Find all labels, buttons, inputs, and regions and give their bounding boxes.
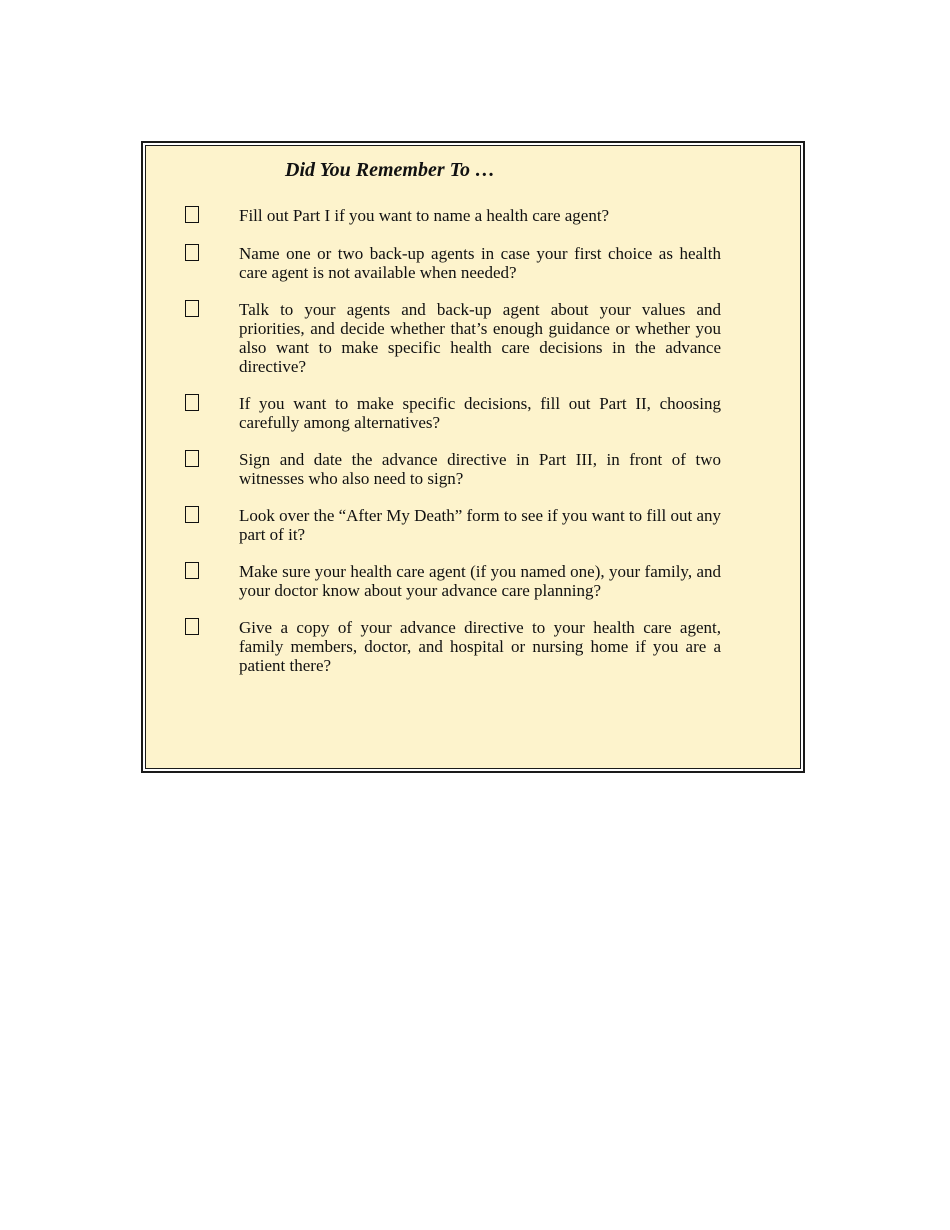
checklist-item-text: Give a copy of your advance directive to your health care agent, family members, doctor, and hospital or nursing home if you are a patient there? xyxy=(239,618,721,675)
checkbox[interactable] xyxy=(185,244,199,261)
checklist-item xyxy=(146,618,800,675)
checklist-items xyxy=(146,206,800,693)
checkbox[interactable] xyxy=(185,618,199,635)
checklist-item-text: Sign and date the advance directive in Part III, in front of two witnesses who also need to sign? xyxy=(239,450,721,488)
checklist-item-text: Look over the “After My Death” form to see if you want to fill out any part of it? xyxy=(239,506,722,544)
checklist-item-text: Talk to your agents and back-up agent about your values and priorities, and decide whether that’s enough guidance or whether you also want to make specific health care decisions in the advance directive? xyxy=(239,300,721,376)
checklist-item xyxy=(146,506,800,544)
checklist-item xyxy=(146,244,800,282)
checklist-item xyxy=(146,394,800,432)
checklist-box xyxy=(141,141,805,773)
checklist-item-text: Make sure your health care agent (if you named one), your family, and your doctor know about your advance care planning? xyxy=(239,562,721,600)
checkbox[interactable] xyxy=(185,394,199,411)
checkbox[interactable] xyxy=(185,562,199,579)
checklist-title: Did You Remember To … xyxy=(285,159,496,181)
checklist-item-text: If you want to make specific decisions, fill out Part II, choosing carefully among alternatives? xyxy=(239,394,721,432)
checkbox[interactable] xyxy=(185,450,199,467)
checklist-item xyxy=(146,206,800,226)
checklist-item xyxy=(146,450,800,488)
checklist-item xyxy=(146,300,800,376)
checklist-panel xyxy=(145,145,801,769)
checklist-item-text: Name one or two back-up agents in case your first choice as health care agent is not available when needed? xyxy=(239,244,721,282)
checklist-item xyxy=(146,562,800,600)
checklist-item-text: Fill out Part I if you want to name a health care agent? xyxy=(239,206,610,225)
checkbox[interactable] xyxy=(185,206,199,223)
checkbox[interactable] xyxy=(185,300,199,317)
checkbox[interactable] xyxy=(185,506,199,523)
